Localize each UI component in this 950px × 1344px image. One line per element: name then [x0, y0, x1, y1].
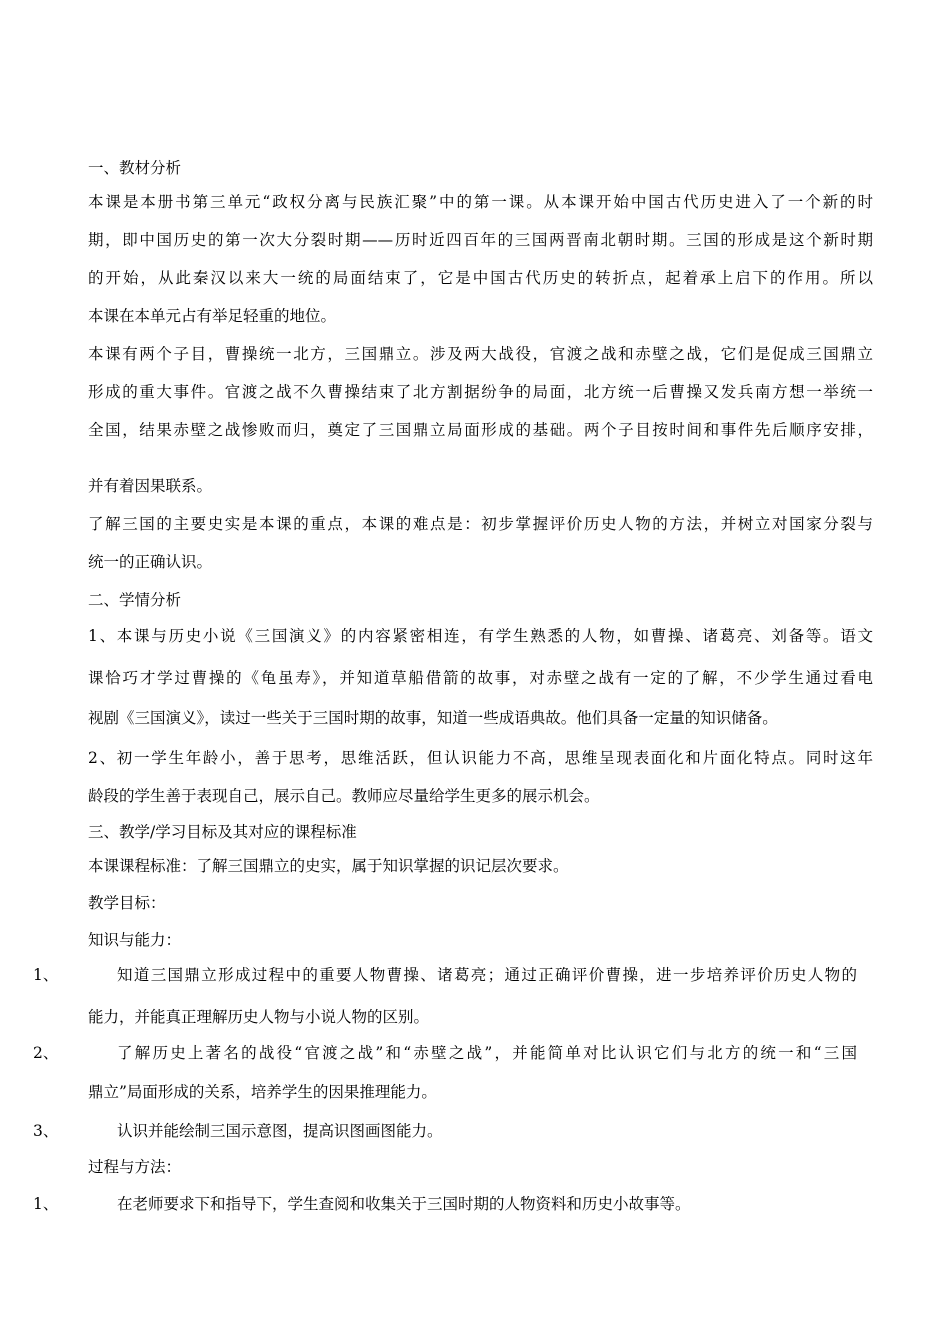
subheading-teaching-goals: 教学目标： [88, 894, 166, 912]
paragraph-line: 并有着因果联系。 [88, 477, 213, 495]
section-heading-analysis: 一、教材分析 [88, 159, 182, 177]
section-heading-students: 二、学情分析 [88, 591, 182, 609]
list-item-line: 在老师要求下和指导下，学生查阅和收集关于三国时期的人物资料和历史小故事等。 [117, 1195, 691, 1213]
list-number: 1、 [33, 966, 59, 984]
paragraph-line: 了解三国的主要史实是本课的重点，本课的难点是：初步掌握评价历史人物的方法，并树立对国家分裂与 [88, 515, 873, 533]
paragraph-line: 本课有两个子目，曹操统一北方，三国鼎立。涉及两大战役，官渡之战和赤壁之战，它们是促成三国鼎立 [88, 345, 873, 363]
paragraph-line: 期，即中国历史的第一次大分裂时期——历时近四百年的三国两晋南北朝时期。三国的形成是这个新时期 [88, 231, 873, 249]
paragraph-line: 统一的正确认识。 [88, 553, 213, 571]
paragraph-line: 视剧《三国演义》，读过一些关于三国时期的故事，知道一些成语典故。他们具备一定量的知识储备。 [88, 709, 778, 727]
list-number: 3、 [33, 1122, 59, 1140]
list-item-line: 能力，并能真正理解历史人物与小说人物的区别。 [88, 1008, 430, 1026]
paragraph-line: 形成的重大事件。官渡之战不久曹操结束了北方割据纷争的局面，北方统一后曹操又发兵南方想一举统一 [88, 383, 873, 401]
list-item-line: 了解历史上著名的战役“官渡之战”和“赤壁之战”，并能简单对比认识它们与北方的统一和“三国 [117, 1044, 857, 1062]
list-number: 2、 [33, 1044, 59, 1062]
list-number: 1、 [33, 1195, 59, 1213]
subheading-process: 过程与方法： [88, 1158, 182, 1176]
paragraph-line: 2、初一学生年龄小，善于思考，思维活跃，但认识能力不高，思维呈现表面化和片面化特点。同时这年 [88, 749, 873, 767]
paragraph-line: 本课在本单元占有举足轻重的地位。 [88, 307, 337, 325]
list-item-line: 知道三国鼎立形成过程中的重要人物曹操、诸葛亮；通过正确评价曹操，进一步培养评价历史人物的 [117, 966, 857, 984]
section-heading-goals: 三、教学/学习目标及其对应的课程标准 [88, 823, 357, 841]
list-item-line: 鼎立”局面形成的关系，培养学生的因果推理能力。 [88, 1083, 437, 1101]
paragraph-line: 1、本课与历史小说《三国演义》的内容紧密相连，有学生熟悉的人物，如曹操、诸葛亮、刘备等。语文 [88, 627, 873, 645]
paragraph-line: 本课是本册书第三单元“政权分离与民族汇聚”中的第一课。从本课开始中国古代历史进入了一个新的时 [88, 193, 873, 211]
list-item-line: 认识并能绘制三国示意图，提高识图画图能力。 [117, 1122, 443, 1140]
course-standard: 本课课程标准：了解三国鼎立的史实，属于知识掌握的识记层次要求。 [88, 857, 569, 875]
paragraph-line: 龄段的学生善于表现自己，展示自己。教师应尽量给学生更多的展示机会。 [88, 787, 600, 805]
paragraph-line: 全国，结果赤壁之战惨败而归，奠定了三国鼎立局面形成的基础。两个子目按时间和事件先后顺序安排， [88, 421, 873, 439]
paragraph-line: 的开始，从此秦汉以来大一统的局面结束了，它是中国古代历史的转折点，起着承上启下的作用。所以 [88, 269, 873, 287]
paragraph-line: 课恰巧才学过曹操的《龟虽寿》，并知道草船借箭的故事，对赤壁之战有一定的了解，不少学生通过看电 [88, 669, 873, 687]
subheading-knowledge: 知识与能力： [88, 931, 182, 949]
